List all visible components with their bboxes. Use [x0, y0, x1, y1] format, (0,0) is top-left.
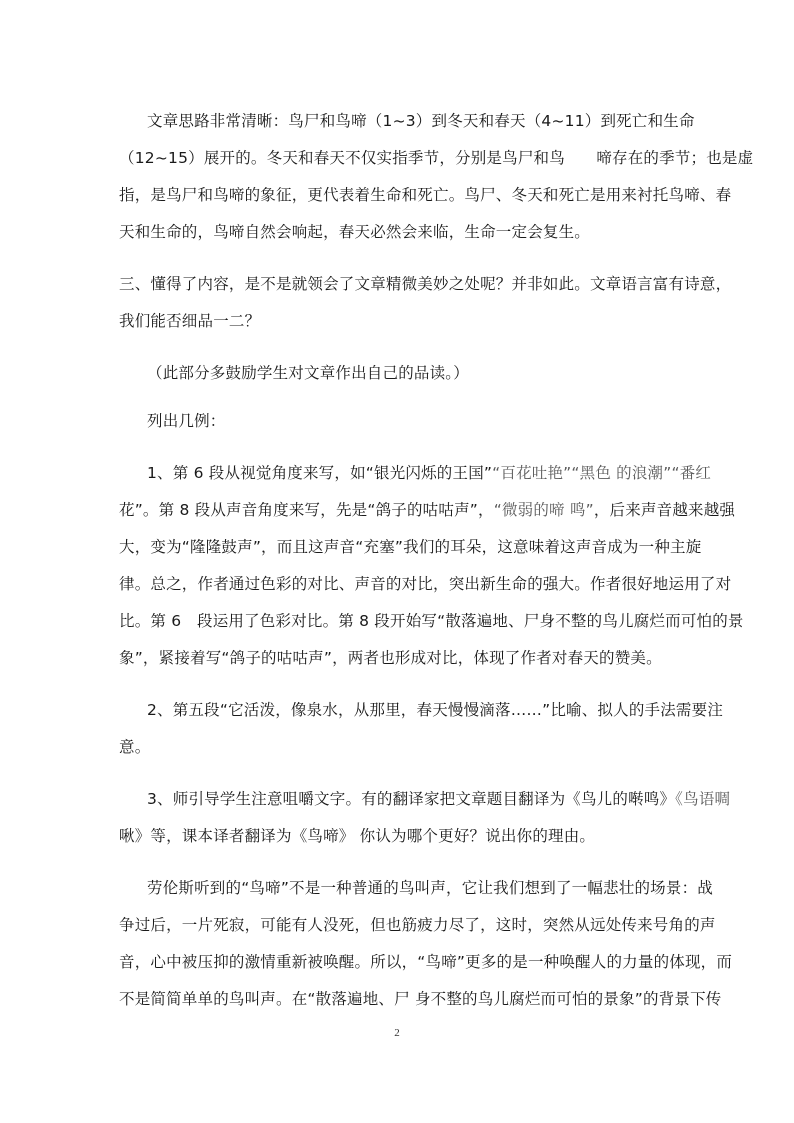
text-line: 争过后，一片死寂，可能有人没死，但也筋疲力尽了，这时，突然从远处传来号角的声 [119, 916, 716, 934]
text-line: （12~15）展开的。冬天和春天不仅实指季节，分别是鸟尸和鸟 啼存在的季节；也是虚 [119, 149, 754, 167]
text-line: 文章思路非常清晰：鸟尸和鸟啼（1~3）到冬天和春天（4~11）到死亡和生命 [147, 112, 695, 130]
text-line [147, 789, 731, 809]
text-line: 三、懂得了内容，是不是就领会了文章精微美妙之处呢？并非如此。文章语言富有诗意， [119, 275, 732, 293]
text-line [147, 463, 712, 483]
text-line: 指，是鸟尸和鸟啼的象征，更代表着生命和死亡。鸟尸、冬天和死亡是用来衬托鸟啼、春 [119, 186, 732, 204]
text-line: 象”，紧接着写“鸽子的咕咕声”，两者也形成对比，体现了作者对春天的赞美。 [119, 649, 662, 667]
text-line: （此部分多鼓励学生对文章作出自己的品读。） [147, 364, 469, 382]
text-segment: 花”。第 8 段从声音角度来写，先是“鸽子的咕咕声”， [119, 501, 494, 519]
text-line: 列出几例： [147, 412, 226, 430]
text-line: 意。 [119, 738, 151, 756]
text-line: 大，变为“隆隆鼓声”，而且这声音“充塞”我们的耳朵，这意味着这声音成为一种主旋 [119, 538, 702, 556]
text-line: 2、第五段“它活泼，像泉水，从那里，春天慢慢滴落……”比喻、拟人的手法需要注 [147, 701, 724, 719]
text-segment: ，后来声音越来越强 [593, 501, 736, 519]
text-segment-grey: “百花吐艳”“黑色 的浪潮”“番红 [492, 464, 712, 482]
text-segment-grey: “微弱的啼 鸣” [493, 501, 594, 519]
text-line: 不是简简单单的鸟叫声。在“散落遍地、尸 身不整的鸟儿腐烂而可怕的景象”的背景下传 [119, 990, 722, 1008]
text-line: 劳伦斯听到的“鸟啼”不是一种普通的鸟叫声，它让我们想到了一幅悲壮的场景：战 [147, 879, 713, 897]
text-segment: 3、师引导学生注意咀嚼文字。有的翻译家把文章题目翻译为《鸟儿的啭鸣》 [147, 790, 676, 808]
text-line: 音，心中被压抑的激情重新被唤醒。所以，“鸟啼”更多的是一种唤醒人的力量的体现，而 [119, 953, 733, 971]
text-segment-grey: 《鸟语啁 [675, 790, 731, 808]
text-line: 比。第 6 段运用了色彩对比。第 8 段开始写“散落遍地、尸身不整的鸟儿腐烂而可怕的景 [119, 612, 744, 630]
page-number: 2 [394, 1027, 400, 1039]
text-line: 啾》等，课本译者翻译为《鸟啼》 你认为哪个更好？说出你的理由。 [119, 827, 596, 845]
text-line: 天和生命的，鸟啼自然会响起，春天必然会来临，生命一定会复生。 [119, 223, 591, 241]
text-segment: 1、第 6 段从视觉角度来写，如“银光闪烁的王国” [147, 464, 493, 482]
text-line: 我们能否细品一二？ [119, 312, 261, 330]
text-line [119, 500, 736, 520]
text-line: 律。总之，作者通过色彩的对比、声音的对比，突出新生命的强大。作者很好地运用了对 [119, 575, 732, 593]
